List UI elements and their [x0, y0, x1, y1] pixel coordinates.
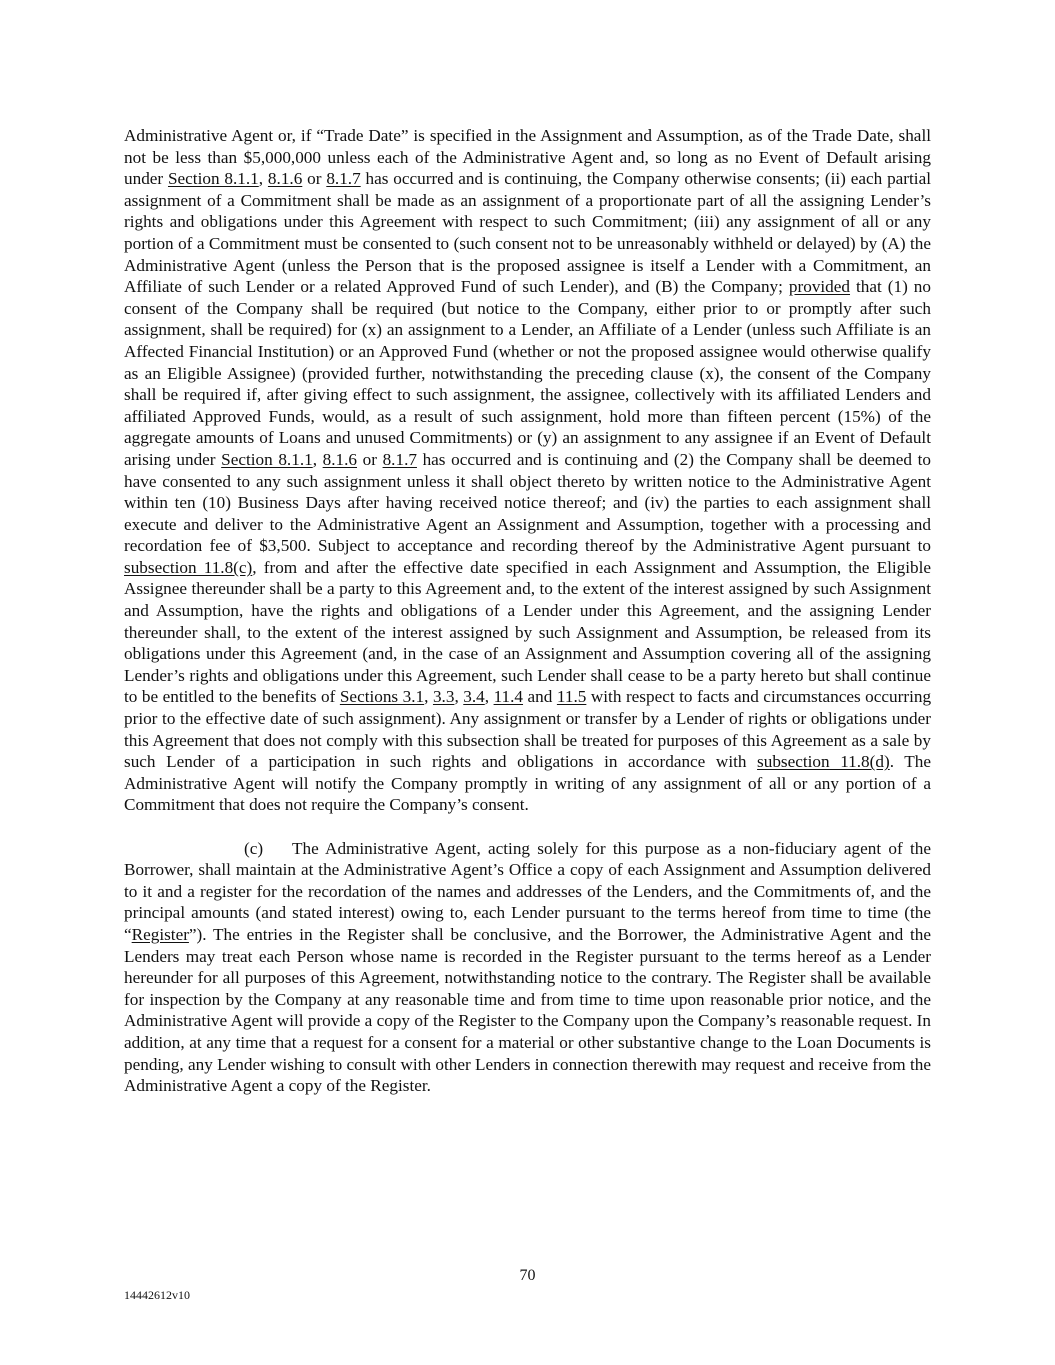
document-body: [124, 125, 931, 1097]
cross-reference-link[interactable]: Sections 3.1: [339, 687, 425, 707]
cross-reference-link[interactable]: Section 8.1.1: [221, 449, 313, 469]
defined-term-provided: provided: [788, 277, 851, 297]
cross-reference-link[interactable]: 8.1.6: [267, 169, 303, 189]
text-run: , from and after the effective date specified in each Assignment and Assumption, the Eligible Assignee thereunder shall be a party to this Agreement and, to the extent of the interest assigned by such Assignment and Assumption, have the rights and obligations of a Lender under this Agreement, and the assigning Lender thereunder shall, to the extent of the interest assigned by such Assignment and Assumption, be released from its obligations under this Agreement (and, in the case of an Assignment and Assumption covering all of the assigning Lender’s rights and obligations under this Agreement, such Lender shall cease to be a party hereto but shall continue to be entitled to the benefits of: [124, 557, 931, 707]
cross-reference-link[interactable]: 8.1.6: [322, 449, 358, 469]
clause-label: (c): [244, 838, 264, 858]
text-run: ,: [454, 687, 464, 707]
text-run: . The Administrative Agent will notify the Company promptly in writing of any assignment of all or any portion of a Commitment that does not require the Company’s consent.: [124, 752, 931, 815]
text-run: ,: [484, 687, 494, 707]
cross-reference-link[interactable]: 11.4: [493, 687, 524, 707]
text-run: ”). The entries in the Register shall be conclusive, and the Borrower, the Administrative Agent and the Lenders may treat each Person whose name is recorded in the Register pursuant to the terms hereof as a Lender hereunder for all purposes of this Agreement, notwithstanding notice to the contrary. The Register shall be available for inspection by the Company at any reasonable time and from time to time upon reasonable prior notice, and the Administrative Agent will provide a copy of the Register to the Company upon the Company’s reasonable request. In addition, at any time that a request for a consent for a material or other substantive change to the Loan Documents is pending, any Lender wishing to consult with other Lenders in connection therewith may request and receive from the Administrative Agent a copy of the Register.: [124, 924, 931, 1096]
text-run: The Administrative Agent, acting solely for this purpose as a non-fiduciary agent of the Borrower, shall maintain at the Administrative Agent’s Office a copy of each Assignment and Assumption delivered to it and a register for the recordation of the names and addresses of the Lenders, and the Commitments of, and the principal amounts (and stated interest) owing to, each Lender pursuant to the terms hereof from time to time (the “: [124, 838, 931, 944]
text-run: or: [357, 449, 383, 469]
text-run: has occurred and is continuing and (2) the Company shall be deemed to have consented to any such assignment unless it shall object thereto by written notice to the Administrative Agent within ten (10) Business Days after having received notice thereof; and (iv) the parties to each assignment shall execute and deliver to the Administrative Agent an Assignment and Assumption, together with a processing and recordation fee of $3,500. Subject to acceptance and recording thereof by the Administrative Agent pursuant to: [124, 449, 932, 556]
document-id: 14442612v10: [124, 1288, 190, 1302]
text-run: and: [523, 687, 557, 707]
text-run: that (1) no consent of the Company shall be required (but notice to the Company, either prior to or promptly after such assignment, shall be required) for (x) an assignment to a Lender, an Affiliate of a Lender (unless such Affiliate is an Affected Financial Institution) or an Approved Fund (whether or not the proposed assignee would otherwise qualify as an Eligible Assignee) (provided further, notwithstanding the preceding clause (x), the consent of the Company shall be required if, after giving effect to such assignment, the assignee, collectively with its affiliated Lenders and affiliated Approved Funds, would, as a result of such assignment, hold more than fifteen percent (15%) of the aggregate amounts of Loans and unused Commitments) or (y) an assignment to any assignee if an Event of Default arising under: [124, 277, 931, 469]
cross-reference-link[interactable]: subsection 11.8(d): [757, 752, 890, 772]
paragraph-assignment-terms: [124, 125, 931, 816]
text-run: ,: [258, 169, 268, 189]
cross-reference-link[interactable]: 8.1.7: [382, 449, 417, 469]
cross-reference-link[interactable]: 3.4: [463, 687, 485, 707]
text-run: Administrative Agent or, if “Trade Date” is specified in the Assignment and Assumption, as of the Trade Date, shall not be less than $5,000,000 unless each of the Administrative Agent and, so long as no Event of Default arising under: [124, 126, 931, 189]
cross-reference-link[interactable]: Section 8.1.1: [167, 169, 259, 189]
text-run: ,: [312, 449, 323, 469]
page-number: 70: [519, 1267, 536, 1284]
text-run: has occurred and is continuing, the Company otherwise consents; (ii) each partial assignment of a Commitment shall be made as an assignment of a proportionate part of all the assigning Lender’s rights and obligations under this Agreement with respect to such Commitment; (iii) any assignment of all or any portion of a Commitment must be consented to (such consent not to be unreasonably withheld or delayed) by (A) the Administrative Agent (unless the Person that is the proposed assignee is itself a Lender with a Commitment, an Affiliate of such Lender or a related Approved Fund of such Lender), and (B) the Company;: [124, 169, 931, 297]
text-run: ,: [424, 687, 433, 707]
text-run: or: [302, 169, 327, 189]
cross-reference-link[interactable]: 11.5: [556, 687, 587, 707]
paragraph-register: [124, 838, 931, 1097]
cross-reference-link[interactable]: 3.3: [432, 687, 455, 707]
cross-reference-link[interactable]: 8.1.7: [326, 169, 361, 189]
text-run: with respect to facts and circumstances occurring prior to the effective date of such assignment). Any assignment or transfer by a Lender of rights or obligations under this Agreement that does not comply with this subsection shall be treated for purposes of this Agreement as a sale by such Lender of a participation in such rights and obligations in accordance with: [124, 687, 932, 772]
defined-term-register: Register: [131, 924, 189, 944]
cross-reference-link[interactable]: subsection 11.8(c): [124, 557, 253, 577]
